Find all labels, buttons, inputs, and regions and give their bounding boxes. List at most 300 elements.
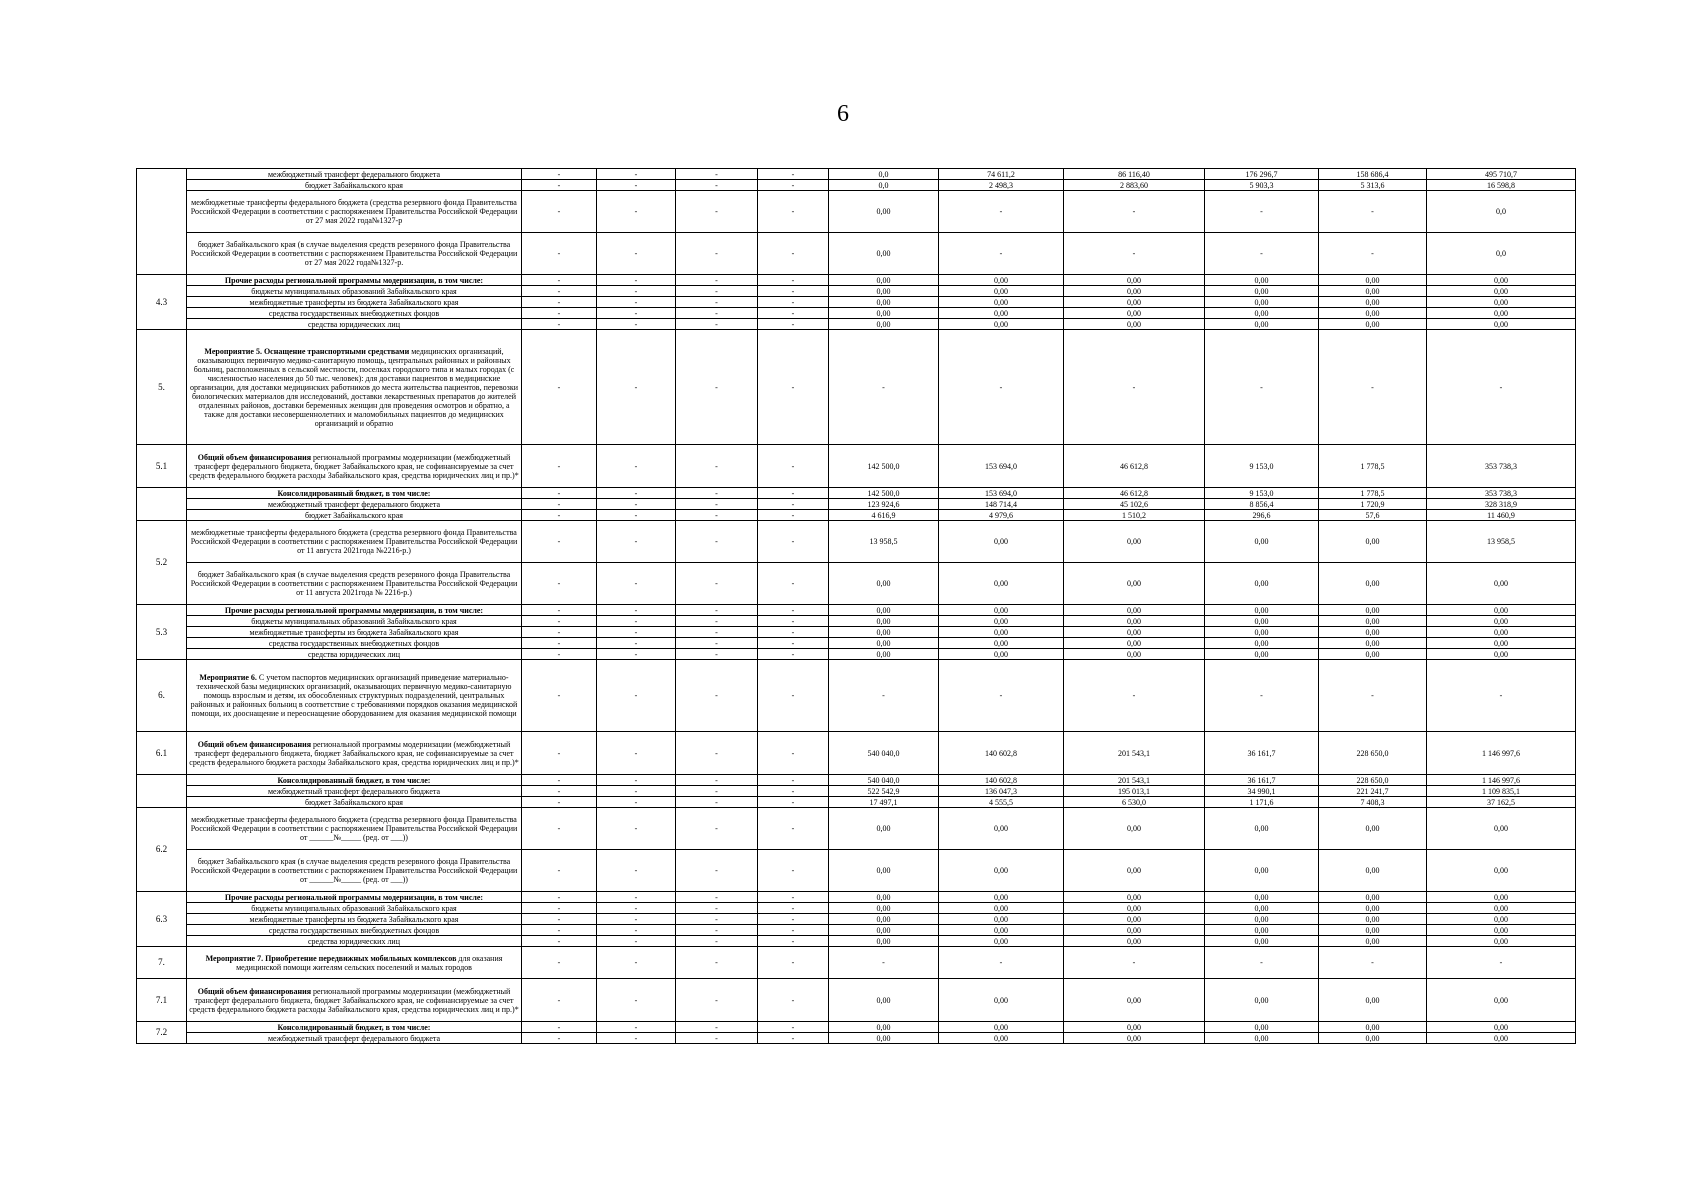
table-row: [137, 605, 1576, 616]
value-cell: -: [1205, 947, 1319, 979]
value-cell: 46 612,8: [1064, 445, 1205, 488]
value-cell: 0,00: [1205, 936, 1319, 947]
value-cell: 0,0: [1427, 191, 1576, 233]
value-cell: 0,00: [1064, 979, 1205, 1022]
table-row: [137, 660, 1576, 732]
value-cell: 0,00: [1427, 275, 1576, 286]
value-cell: 201 543,1: [1064, 775, 1205, 786]
row-label-cell: Прочие расходы региональной программы модернизации, в том числе:: [187, 275, 522, 286]
table-row: [137, 191, 1576, 233]
value-cell: 1 720,9: [1319, 499, 1427, 510]
financing-table-body: [137, 169, 1576, 1044]
row-label-cell: бюджеты муниципальных образований Забайкальского края: [187, 286, 522, 297]
table-row: [137, 308, 1576, 319]
dash-cell: -: [758, 892, 829, 903]
value-cell: -: [1205, 233, 1319, 275]
value-cell: 0,00: [1064, 936, 1205, 947]
dash-cell: -: [597, 330, 676, 445]
dash-cell: -: [522, 1033, 597, 1044]
value-cell: 0,00: [1205, 286, 1319, 297]
table-row: [137, 297, 1576, 308]
dash-cell: -: [522, 808, 597, 850]
dash-cell: -: [676, 627, 758, 638]
value-cell: 0,00: [1064, 563, 1205, 605]
dash-cell: -: [522, 169, 597, 180]
value-cell: 0,00: [1205, 297, 1319, 308]
value-cell: 0,00: [939, 286, 1064, 297]
value-cell: 9 153,0: [1205, 445, 1319, 488]
value-cell: 0,00: [1205, 925, 1319, 936]
value-cell: 57,6: [1319, 510, 1427, 521]
value-cell: 0,00: [1064, 914, 1205, 925]
dash-cell: -: [758, 649, 829, 660]
table-row: [137, 180, 1576, 191]
value-cell: 2 498,3: [939, 180, 1064, 191]
value-cell: 0,00: [1427, 649, 1576, 660]
dash-cell: -: [758, 605, 829, 616]
dash-cell: -: [758, 563, 829, 605]
dash-cell: -: [676, 330, 758, 445]
value-cell: -: [939, 947, 1064, 979]
dash-cell: -: [676, 521, 758, 563]
dash-cell: -: [676, 797, 758, 808]
value-cell: 34 990,1: [1205, 786, 1319, 797]
row-label-bold-part: Общий объем финансирования: [197, 452, 312, 462]
value-cell: 5 903,3: [1205, 180, 1319, 191]
table-row: [137, 445, 1576, 488]
dash-cell: -: [758, 499, 829, 510]
dash-cell: -: [522, 297, 597, 308]
row-label-cell: средства государственных внебюджетных фондов: [187, 638, 522, 649]
value-cell: 0,00: [1427, 638, 1576, 649]
table-row: [137, 563, 1576, 605]
value-cell: 0,00: [829, 275, 939, 286]
value-cell: 0,00: [1064, 275, 1205, 286]
value-cell: 0,00: [829, 297, 939, 308]
value-cell: -: [939, 330, 1064, 445]
value-cell: 0,00: [1064, 286, 1205, 297]
row-label-cell: бюджет Забайкальского края (в случае выделения средств резервного фонда Правительства Российской Федерации в соответствии с распоряжением Правительства Российской Федерации от ______№_____ (ред. от ___)): [187, 850, 522, 892]
row-label-cell: Прочие расходы региональной программы модернизации, в том числе:: [187, 892, 522, 903]
dash-cell: -: [522, 330, 597, 445]
dash-cell: -: [758, 510, 829, 521]
value-cell: 0,00: [1319, 1022, 1427, 1033]
value-cell: 328 318,9: [1427, 499, 1576, 510]
dash-cell: -: [758, 732, 829, 775]
dash-cell: -: [758, 925, 829, 936]
value-cell: 0,00: [829, 903, 939, 914]
row-number-cell: [137, 169, 187, 275]
dash-cell: -: [758, 488, 829, 499]
value-cell: -: [1064, 660, 1205, 732]
dash-cell: -: [676, 808, 758, 850]
dash-cell: -: [758, 1022, 829, 1033]
row-number-cell: 7.1: [137, 979, 187, 1022]
value-cell: 1 146 997,6: [1427, 775, 1576, 786]
dash-cell: -: [522, 286, 597, 297]
value-cell: 0,00: [829, 914, 939, 925]
row-number-cell: 5.3: [137, 605, 187, 660]
dash-cell: -: [758, 850, 829, 892]
dash-cell: -: [597, 445, 676, 488]
table-row: [137, 979, 1576, 1022]
table-row: [137, 732, 1576, 775]
value-cell: 0,00: [829, 233, 939, 275]
row-label-cell: межбюджетные трансферты из бюджета Забайкальского края: [187, 297, 522, 308]
dash-cell: -: [597, 169, 676, 180]
row-label-cell: бюджет Забайкальского края: [187, 510, 522, 521]
dash-cell: -: [522, 191, 597, 233]
value-cell: 0,00: [939, 925, 1064, 936]
dash-cell: -: [758, 233, 829, 275]
dash-cell: -: [522, 233, 597, 275]
dash-cell: -: [758, 319, 829, 330]
value-cell: 0,00: [1205, 903, 1319, 914]
value-cell: 0,00: [829, 649, 939, 660]
dash-cell: -: [597, 319, 676, 330]
value-cell: 5 313,6: [1319, 180, 1427, 191]
row-number-cell: 6.: [137, 660, 187, 732]
value-cell: 0,00: [1319, 308, 1427, 319]
value-cell: 0,00: [829, 808, 939, 850]
row-label-bold-part: Общий объем финансирования: [197, 739, 312, 749]
table-row: [137, 936, 1576, 947]
row-label-cell: [187, 445, 522, 488]
dash-cell: -: [758, 1033, 829, 1044]
dash-cell: -: [522, 649, 597, 660]
dash-cell: -: [676, 616, 758, 627]
value-cell: 0,00: [1205, 563, 1319, 605]
value-cell: 46 612,8: [1064, 488, 1205, 499]
table-row: [137, 892, 1576, 903]
value-cell: 0,00: [1064, 521, 1205, 563]
value-cell: 0,00: [829, 627, 939, 638]
dash-cell: -: [522, 616, 597, 627]
page-number: 6: [837, 101, 849, 127]
dash-cell: -: [597, 180, 676, 191]
value-cell: 0,00: [829, 319, 939, 330]
dash-cell: -: [522, 499, 597, 510]
dash-cell: -: [522, 732, 597, 775]
value-cell: 0,00: [939, 1022, 1064, 1033]
value-cell: 0,00: [1205, 521, 1319, 563]
value-cell: 17 497,1: [829, 797, 939, 808]
value-cell: 0,00: [1064, 297, 1205, 308]
value-cell: 221 241,7: [1319, 786, 1427, 797]
dash-cell: -: [676, 660, 758, 732]
dash-cell: -: [676, 286, 758, 297]
value-cell: 0,00: [939, 319, 1064, 330]
value-cell: -: [939, 233, 1064, 275]
value-cell: 0,00: [1427, 1022, 1576, 1033]
value-cell: 0,00: [1205, 850, 1319, 892]
dash-cell: -: [522, 445, 597, 488]
dash-cell: -: [597, 616, 676, 627]
table-row: [137, 925, 1576, 936]
dash-cell: -: [522, 638, 597, 649]
value-cell: 0,00: [1427, 308, 1576, 319]
dash-cell: -: [676, 169, 758, 180]
value-cell: 4 616,9: [829, 510, 939, 521]
row-number-cell: 5.: [137, 330, 187, 445]
dash-cell: -: [597, 797, 676, 808]
row-label-cell: межбюджетный трансферт федерального бюджета: [187, 169, 522, 180]
dash-cell: -: [676, 979, 758, 1022]
value-cell: -: [939, 660, 1064, 732]
financing-table: [136, 168, 1576, 1044]
value-cell: 0,00: [1319, 903, 1427, 914]
row-number-cell: [137, 488, 187, 521]
value-cell: 2 883,60: [1064, 180, 1205, 191]
row-label-cell: [187, 979, 522, 1022]
dash-cell: -: [597, 638, 676, 649]
value-cell: -: [939, 191, 1064, 233]
value-cell: 0,00: [1205, 979, 1319, 1022]
value-cell: 0,00: [829, 638, 939, 649]
row-label-cell: Консолидированный бюджет, в том числе:: [187, 488, 522, 499]
dash-cell: -: [522, 627, 597, 638]
row-label-cell: бюджет Забайкальского края: [187, 180, 522, 191]
value-cell: 0,00: [1205, 638, 1319, 649]
value-cell: -: [1427, 660, 1576, 732]
dash-cell: -: [758, 947, 829, 979]
dash-cell: -: [522, 925, 597, 936]
dash-cell: -: [758, 286, 829, 297]
dash-cell: -: [676, 914, 758, 925]
value-cell: 0,00: [829, 936, 939, 947]
value-cell: 0,00: [1319, 286, 1427, 297]
value-cell: 0,00: [829, 605, 939, 616]
value-cell: 0,00: [939, 979, 1064, 1022]
row-label-bold-part: Общий объем финансирования: [197, 986, 312, 996]
table-row: [137, 521, 1576, 563]
value-cell: 0,00: [1427, 936, 1576, 947]
dash-cell: -: [676, 191, 758, 233]
dash-cell: -: [676, 775, 758, 786]
dash-cell: -: [597, 786, 676, 797]
row-label-cell: Консолидированный бюджет, в том числе:: [187, 1022, 522, 1033]
dash-cell: -: [597, 510, 676, 521]
value-cell: 0,00: [1205, 616, 1319, 627]
row-label-text: региональной программы модернизации (межбюджетный трансферт федерального бюджета, бюджет Забайкальского края, не софинансируемые за счет средств федерального бюджета расходы Забайкальского края, средства юридических лиц и пр.)*: [189, 452, 519, 480]
value-cell: 1 778,5: [1319, 445, 1427, 488]
dash-cell: -: [676, 297, 758, 308]
table-row: [137, 330, 1576, 445]
value-cell: 0,00: [1427, 563, 1576, 605]
value-cell: 0,00: [1319, 638, 1427, 649]
row-label-cell: [187, 947, 522, 979]
value-cell: 0,00: [1064, 892, 1205, 903]
value-cell: 0,00: [829, 308, 939, 319]
value-cell: 0,00: [939, 1033, 1064, 1044]
dash-cell: -: [522, 308, 597, 319]
value-cell: 0,00: [1427, 914, 1576, 925]
value-cell: 0,00: [939, 605, 1064, 616]
table-row: [137, 947, 1576, 979]
value-cell: 0,00: [939, 563, 1064, 605]
row-number-cell: 7.: [137, 947, 187, 979]
row-label-cell: межбюджетные трансферты из бюджета Забайкальского края: [187, 914, 522, 925]
dash-cell: -: [758, 797, 829, 808]
value-cell: 176 296,7: [1205, 169, 1319, 180]
dash-cell: -: [522, 660, 597, 732]
dash-cell: -: [522, 510, 597, 521]
value-cell: 0,00: [939, 275, 1064, 286]
value-cell: 540 040,0: [829, 775, 939, 786]
dash-cell: -: [522, 605, 597, 616]
dash-cell: -: [758, 521, 829, 563]
row-label-cell: бюджеты муниципальных образований Забайкальского края: [187, 903, 522, 914]
dash-cell: -: [758, 903, 829, 914]
dash-cell: -: [758, 180, 829, 191]
value-cell: 0,00: [829, 286, 939, 297]
dash-cell: -: [676, 786, 758, 797]
value-cell: -: [1205, 191, 1319, 233]
dash-cell: -: [597, 563, 676, 605]
table-row: [137, 914, 1576, 925]
table-row: [137, 1022, 1576, 1033]
value-cell: 0,00: [1427, 808, 1576, 850]
dash-cell: -: [522, 903, 597, 914]
value-cell: 0,00: [1205, 319, 1319, 330]
table-row: [137, 775, 1576, 786]
value-cell: 0,00: [829, 925, 939, 936]
value-cell: -: [829, 660, 939, 732]
dash-cell: -: [676, 1033, 758, 1044]
dash-cell: -: [676, 850, 758, 892]
value-cell: 0,00: [1205, 808, 1319, 850]
table-row: [137, 488, 1576, 499]
value-cell: 0,00: [1319, 563, 1427, 605]
value-cell: 0,00: [1319, 936, 1427, 947]
dash-cell: -: [758, 775, 829, 786]
dash-cell: -: [597, 297, 676, 308]
dash-cell: -: [758, 936, 829, 947]
value-cell: 0,0: [1427, 233, 1576, 275]
dash-cell: -: [758, 191, 829, 233]
dash-cell: -: [758, 275, 829, 286]
value-cell: 13 958,5: [1427, 521, 1576, 563]
dash-cell: -: [676, 1022, 758, 1033]
table-row: [137, 319, 1576, 330]
value-cell: 0,00: [939, 914, 1064, 925]
value-cell: 1 510,2: [1064, 510, 1205, 521]
dash-cell: -: [676, 319, 758, 330]
row-number-cell: 6.1: [137, 732, 187, 775]
table-row: [137, 649, 1576, 660]
dash-cell: -: [758, 627, 829, 638]
table-row: [137, 616, 1576, 627]
value-cell: 0,00: [1319, 319, 1427, 330]
dash-cell: -: [676, 499, 758, 510]
row-label-cell: бюджет Забайкальского края: [187, 797, 522, 808]
value-cell: 0,00: [1205, 1022, 1319, 1033]
row-label-text: региональной программы модернизации (межбюджетный трансферт федерального бюджета, бюджет Забайкальского края, не софинансируемые за счет средств федерального бюджета расходы Забайкальского края, средства юридических лиц и пр.)*: [189, 739, 519, 767]
dash-cell: -: [676, 903, 758, 914]
dash-cell: -: [522, 786, 597, 797]
dash-cell: -: [676, 445, 758, 488]
table-row: [137, 233, 1576, 275]
value-cell: 0,00: [1427, 616, 1576, 627]
row-label-cell: средства юридических лиц: [187, 936, 522, 947]
table-row: [137, 638, 1576, 649]
value-cell: 0,00: [939, 638, 1064, 649]
value-cell: 0,00: [1205, 649, 1319, 660]
value-cell: 0,00: [1319, 1033, 1427, 1044]
dash-cell: -: [597, 191, 676, 233]
value-cell: 0,00: [1205, 605, 1319, 616]
value-cell: 148 714,4: [939, 499, 1064, 510]
value-cell: 0,00: [829, 563, 939, 605]
value-cell: 8 856,4: [1205, 499, 1319, 510]
value-cell: 0,00: [1427, 319, 1576, 330]
value-cell: 0,00: [1064, 850, 1205, 892]
value-cell: -: [1064, 191, 1205, 233]
row-label-bold-part: Мероприятие 5. Оснащение транспортными средствами: [204, 346, 410, 356]
value-cell: -: [1427, 330, 1576, 445]
table-row: [137, 499, 1576, 510]
dash-cell: -: [758, 330, 829, 445]
value-cell: 6 530,0: [1064, 797, 1205, 808]
value-cell: 45 102,6: [1064, 499, 1205, 510]
dash-cell: -: [522, 521, 597, 563]
dash-cell: -: [597, 850, 676, 892]
dash-cell: -: [597, 979, 676, 1022]
value-cell: 0,00: [1205, 627, 1319, 638]
dash-cell: -: [597, 521, 676, 563]
value-cell: 0,00: [1319, 275, 1427, 286]
row-label-cell: Прочие расходы региональной программы модернизации, в том числе:: [187, 605, 522, 616]
value-cell: -: [1319, 660, 1427, 732]
value-cell: 0,00: [1064, 1033, 1205, 1044]
table-row: [137, 627, 1576, 638]
dash-cell: -: [676, 732, 758, 775]
value-cell: 0,00: [1064, 319, 1205, 330]
value-cell: 540 040,0: [829, 732, 939, 775]
value-cell: 11 460,9: [1427, 510, 1576, 521]
dash-cell: -: [522, 275, 597, 286]
value-cell: 0,00: [939, 892, 1064, 903]
value-cell: 0,00: [829, 979, 939, 1022]
row-label-text: медицинских организаций, оказывающих первичную медико-санитарную помощь, центральных районных и районных больниц, расположенных в сельской местности, поселках городского типа и малых городах (с численностью населения до 50 тыс. человек): для доставки пациентов в медицинские организации, для доставки медицинских работников до места жительства пациентов, перевозки биологических материалов для исследований, доставки лекарственных препаратов до жителей отдаленных районов, доставки беременных женщин для проведения осмотров и обратно, а также для доставки несовершеннолетних и маломобильных пациентов до медицинских организаций и обратно: [189, 346, 519, 428]
dash-cell: -: [522, 947, 597, 979]
value-cell: 86 116,40: [1064, 169, 1205, 180]
value-cell: 0,00: [1064, 638, 1205, 649]
value-cell: -: [1064, 233, 1205, 275]
value-cell: 0,00: [1319, 979, 1427, 1022]
value-cell: 36 161,7: [1205, 732, 1319, 775]
row-label-cell: межбюджетные трансферты федерального бюджета (средства резервного фонда Правительства Российской Федерации в соответствии с распоряжением Правительства Российской Федерации от ______№_____ (ред. от ___)): [187, 808, 522, 850]
row-label-bold-part: Мероприятие 6.: [199, 673, 257, 682]
row-label-cell: бюджет Забайкальского края (в случае выделения средств резервного фонда Правительства Российской Федерации в соответствии с распоряжением Правительства Российской Федерации от 27 мая 2022 года№1327-р.: [187, 233, 522, 275]
dash-cell: -: [597, 660, 676, 732]
dash-cell: -: [597, 1033, 676, 1044]
value-cell: 0,0: [829, 180, 939, 191]
dash-cell: -: [676, 892, 758, 903]
value-cell: 123 924,6: [829, 499, 939, 510]
value-cell: 353 738,3: [1427, 445, 1576, 488]
value-cell: 0,00: [939, 808, 1064, 850]
value-cell: 13 958,5: [829, 521, 939, 563]
row-label-cell: средства государственных внебюджетных фондов: [187, 308, 522, 319]
value-cell: 0,00: [1427, 903, 1576, 914]
table-row: [137, 169, 1576, 180]
dash-cell: -: [676, 510, 758, 521]
value-cell: 0,00: [829, 616, 939, 627]
dash-cell: -: [522, 319, 597, 330]
value-cell: 201 543,1: [1064, 732, 1205, 775]
value-cell: 74 611,2: [939, 169, 1064, 180]
